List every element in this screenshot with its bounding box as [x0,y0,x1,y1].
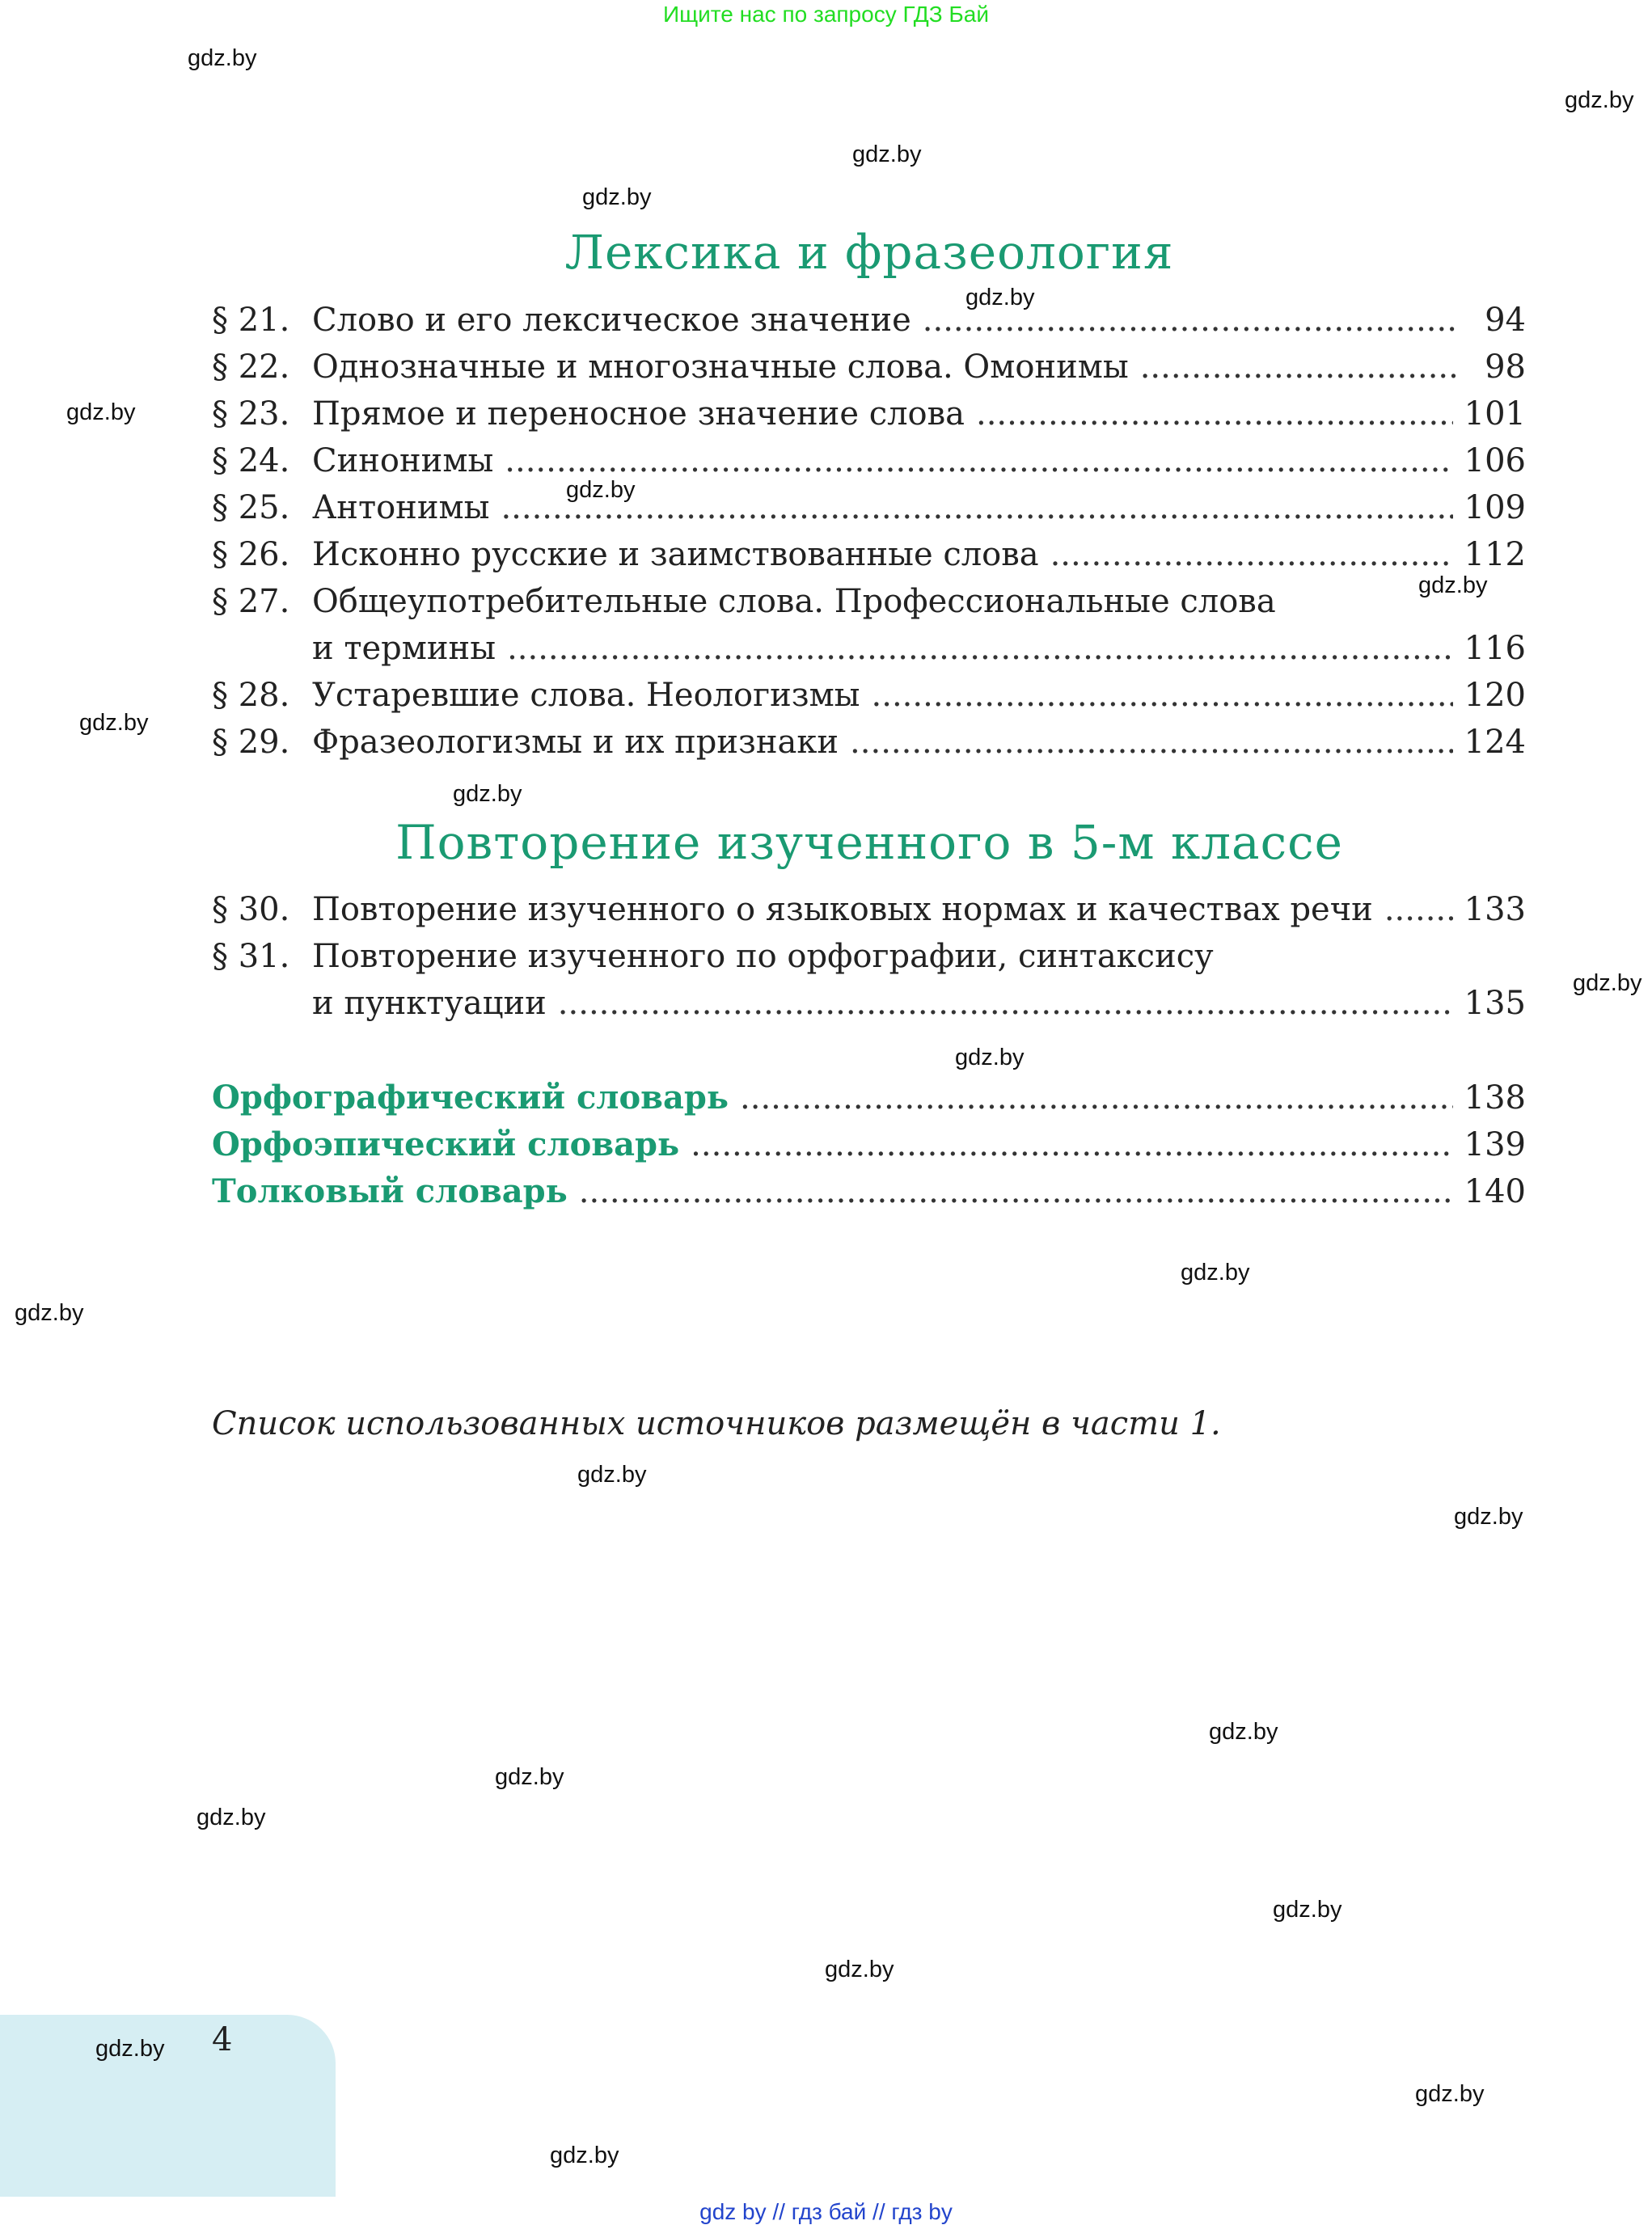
toc-leader-dots [501,484,1452,531]
toc-entry-title: Фразеологизмы и их признаки [312,724,839,761]
toc-entry-page: 98 [1485,348,1526,386]
toc-leader-dots [1384,886,1453,933]
toc-entry[interactable] [212,344,1526,391]
page-number-tab [0,2015,336,2197]
toc-dictionary-entry[interactable] [212,1075,1526,1121]
toc-entry-page: 94 [1485,302,1526,339]
toc-entry-page: 135 [1464,985,1526,1022]
toc-leader-dots [691,1121,1452,1168]
toc-entry-page: 133 [1464,891,1526,928]
watermark: gdz.by [495,1764,564,1790]
watermark: gdz.by [453,781,522,807]
toc-entry-page: 116 [1464,630,1526,667]
watermark: gdz.by [955,1045,1025,1070]
toc-leader-dots [505,437,1452,484]
toc-entry-number: § 30. [212,891,290,928]
toc-entry-number: § 21. [212,302,290,339]
toc-entry-number: § 26. [212,536,290,573]
watermark: gdz.by [1418,572,1488,598]
toc-leader-dots [740,1075,1453,1121]
toc-entry[interactable] [212,391,1526,437]
watermark: gdz.by [1454,1504,1523,1530]
toc-entry-first-line[interactable] [212,933,1214,980]
watermark: gdz.by [825,1957,894,1982]
toc-entry-page: 124 [1464,724,1526,761]
toc-leader-dots [872,672,1453,719]
watermark: gdz.by [1565,87,1634,113]
watermark: gdz.by [577,1462,647,1488]
watermark: gdz.by [965,285,1035,310]
toc-leader-dots [507,625,1453,672]
toc-entry-title: Устаревшие слова. Неологизмы [312,677,860,714]
watermark: gdz.by [852,141,922,167]
toc-entry-page: 101 [1464,395,1526,433]
bottom-links[interactable]: gdz by // гдз бай // гдз by [699,2199,953,2224]
watermark: gdz.by [196,1805,266,1830]
toc-entry[interactable] [212,437,1526,484]
toc-entry-title: Антонимы [312,489,490,526]
watermark: gdz.by [566,477,636,503]
toc-entry-number: § 28. [212,677,290,714]
toc-dictionary-entry[interactable] [212,1168,1526,1215]
toc-entry[interactable] [212,297,1526,344]
toc-leader-dots [1050,531,1453,578]
toc-dictionary-entry[interactable] [212,1121,1526,1168]
watermark: gdz.by [188,45,257,71]
watermark: gdz.by [1573,970,1642,996]
watermark: gdz.by [582,184,652,210]
toc-leader-dots [923,297,1456,344]
toc-entry-number: § 27. [212,583,290,620]
watermark: gdz.by [1273,1897,1342,1923]
toc-entry-number: § 29. [212,724,290,761]
section-title-review: Повторение изученного в 5-м классе [395,815,1343,870]
toc-entry[interactable] [212,719,1526,766]
toc-entry-number: § 31. [212,938,290,975]
watermark: gdz.by [15,1300,84,1326]
toc-entry-continuation[interactable] [312,625,1526,672]
toc-entry-page: 106 [1464,442,1526,479]
toc-leader-dots [1140,344,1456,391]
toc-entry-title-continued: и термины [312,630,496,667]
toc-entry[interactable] [212,672,1526,719]
watermark: gdz.by [1415,2081,1485,2107]
toc-entry-number: § 25. [212,489,290,526]
toc-leader-dots [579,1168,1453,1215]
toc-entry-title: Синонимы [312,442,494,479]
dictionary-title: Толковый словарь [212,1172,568,1210]
toc-entry-page: 112 [1464,536,1526,573]
section-title-lexics: Лексика и фразеология [564,225,1174,280]
toc-entry[interactable] [212,886,1526,933]
watermark: gdz.by [550,2143,619,2168]
toc-entry-number: § 24. [212,442,290,479]
toc-leader-dots [558,980,1453,1027]
toc-entry-title-continued: и пунктуации [312,985,547,1022]
watermark: gdz.by [95,2036,165,2062]
toc-entry[interactable] [212,484,1526,531]
sources-note: Список использованных источников размещён в части 1. [212,1405,1221,1442]
toc-entry-title: Прямое и переносное значение слова [312,395,965,433]
watermark: gdz.by [1209,1719,1278,1745]
toc-entry-title: Слово и его лексическое значение [312,302,911,339]
toc-entry-first-line[interactable] [212,578,1276,625]
watermark: gdz.by [66,399,136,425]
toc-entry-title: Однозначные и многозначные слова. Омонимы [312,348,1129,386]
toc-entry-number: § 23. [212,395,290,433]
toc-leader-dots [850,719,1453,766]
toc-entry-page: 139 [1464,1126,1526,1163]
toc-entry-title: Исконно русские и заимствованные слова [312,536,1039,573]
search-hint-banner: Ищите нас по запросу ГДЗ Бай [662,2,990,27]
watermark: gdz.by [1181,1260,1250,1286]
dictionary-title: Орфоэпический словарь [212,1125,680,1163]
toc-entry[interactable] [212,531,1526,578]
toc-entry-page: 120 [1464,677,1526,714]
watermark: gdz.by [79,710,149,736]
toc-entry-title: Повторение изученного по орфографии, синтаксису [312,938,1214,975]
toc-entry-title: Общеупотребительные слова. Профессиональные слова [312,583,1276,620]
toc-entry-continuation[interactable] [312,980,1526,1027]
toc-entry-page: 109 [1464,489,1526,526]
toc-entry-page: 140 [1464,1173,1526,1210]
toc-entry-number: § 22. [212,348,290,386]
toc-leader-dots [976,391,1453,437]
toc-entry-title: Повторение изученного о языковых нормах и качествах речи [312,891,1373,928]
toc-entry-page: 138 [1464,1079,1526,1117]
dictionary-title: Орфографический словарь [212,1079,729,1117]
page-number: 4 [212,2021,233,2058]
